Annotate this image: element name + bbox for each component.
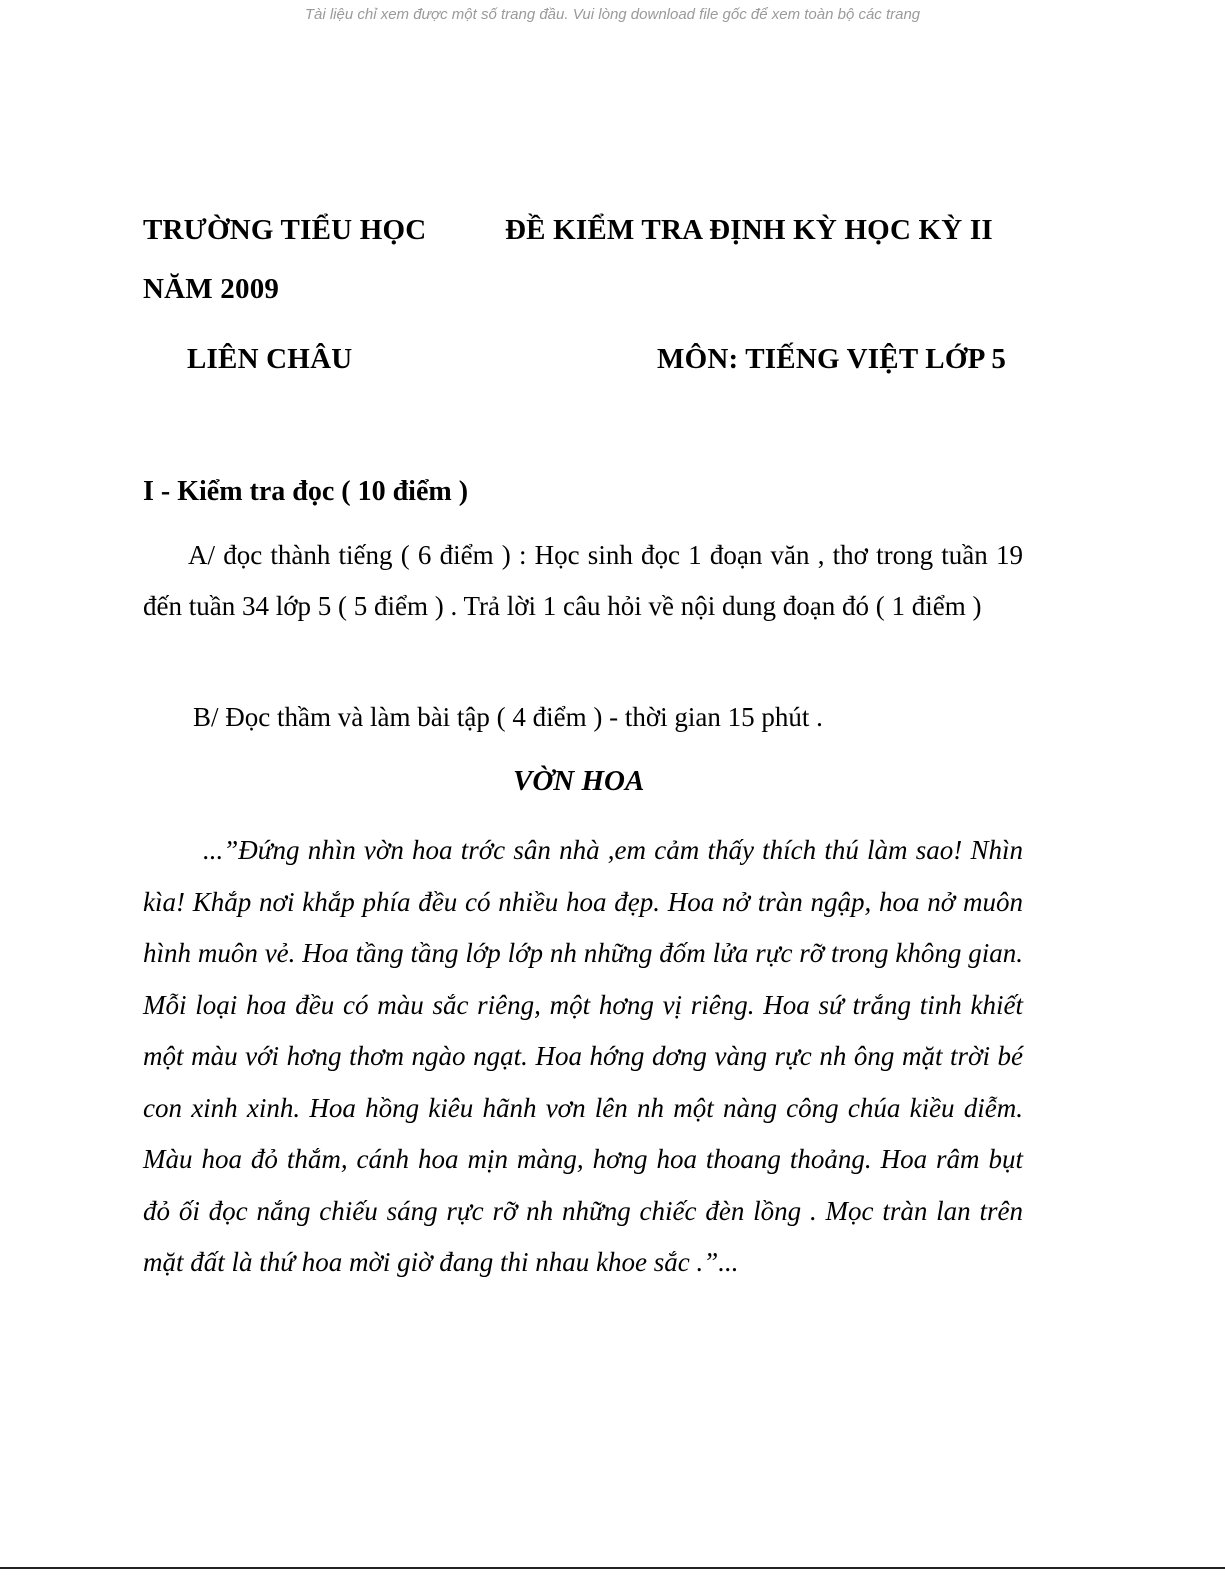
exam-year: NĂM 2009 xyxy=(143,273,280,305)
reading-passage: ...”Đứng nhìn vờn hoa trớc sân nhà ,em cảm thấy thích thú làm sao! Nhìn kìa! Khắp nơi khắp phía đều có nhiều hoa đẹp. Hoa nở tràn ngập, hoa nở muôn hình muôn vẻ. Hoa tầng tầng lớp lớp nh những đốm lửa rực rỡ trong không gian. Mỗi loại hoa đều có màu sắc riêng, một hơng vị riêng. Hoa sứ trắng tinh khiết một màu với hơng thơm ngào ngạt. Hoa hớng dơng vàng rực nh ông mặt trời bé con xinh xinh. Hoa hồng kiêu hãnh vơn lên nh một nàng công chúa kiều diễm. Màu hoa đỏ thắm, cánh hoa mịn màng, hơng hoa thoang thoảng. Hoa râm bụt đỏ ối đọc nắng chiếu sáng rực rỡ nh những chiếc đèn lồng . Mọc tràn lan trên mặt đất là thứ hoa mời giờ đang thi nhau khoe sắc .”... xyxy=(143,835,1023,1277)
exam-title: ĐỀ KIỂM TRA ĐỊNH KỲ HỌC KỲ II xyxy=(505,214,993,246)
reading-title: VỜN HOA xyxy=(513,765,645,797)
page-bottom-border xyxy=(0,1567,1225,1569)
school-name-line1: TRƯỜNG TIỂU HỌC xyxy=(143,214,427,246)
exam-subject: MÔN: TIẾNG VIỆT LỚP 5 xyxy=(657,343,1007,375)
part-b-paragraph: B/ Đọc thầm và làm bài tập ( 4 điểm ) - thời gian 15 phút . xyxy=(193,702,823,732)
part-a-paragraph: A/ đọc thành tiếng ( 6 điểm ) : Học sinh đọc 1 đoạn văn , thơ trong tuần 19 đến tuần 34 lớp 5 ( 5 điểm ) . Trả lời 1 câu hỏi về nội dung đoạn đó ( 1 điểm ) xyxy=(143,540,1023,621)
school-name-line2: LIÊN CHÂU xyxy=(187,343,353,375)
preview-notice: Tài liệu chỉ xem được một số trang đầu. Vui lòng download file gốc để xem toàn bộ các trang xyxy=(304,6,921,23)
section-reading-title: I - Kiểm tra đọc ( 10 điểm ) xyxy=(143,476,469,507)
